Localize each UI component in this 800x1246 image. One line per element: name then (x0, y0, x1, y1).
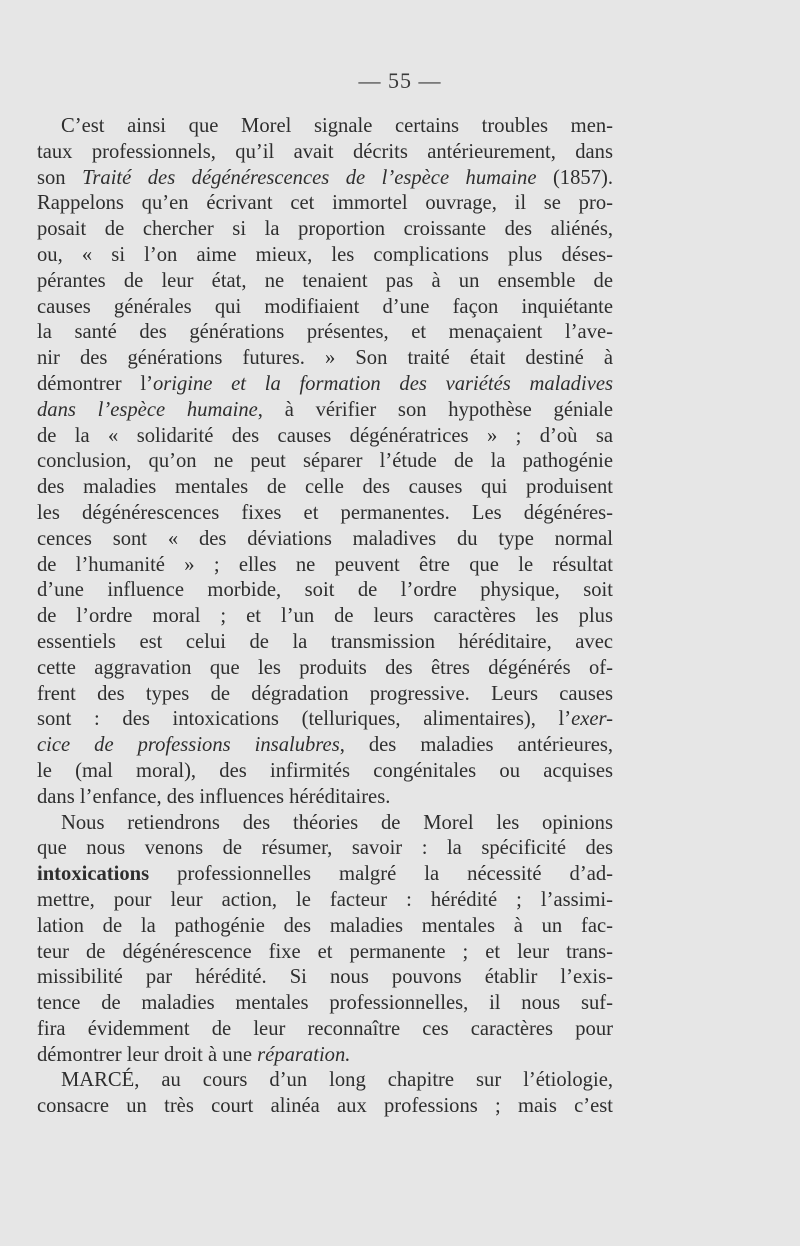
text-line (37, 424, 613, 450)
text-line (37, 346, 613, 372)
text-segment: tence de maladies mentales professionnelles, il nous suf- (37, 992, 613, 1015)
text-segment: (1857). (536, 166, 614, 189)
text-segment: nir des générations futures. » Son traité était destiné à (37, 347, 613, 370)
text-line (37, 656, 613, 682)
text-segment: , à vérifier son hypothèse géniale (257, 398, 614, 421)
text-line (37, 604, 613, 630)
text-line (37, 320, 613, 346)
text-segment: de l’ordre moral ; et l’un de leurs caractères les plus (37, 605, 613, 628)
text-segment: de l’humanité » ; elles ne peuvent être que le résultat (37, 553, 613, 576)
text-segment: démontrer l’ (37, 372, 153, 395)
text-line (37, 527, 613, 553)
italic-text: origine et la formation des variétés maladives (152, 372, 613, 395)
text-line (37, 836, 613, 862)
italic-text: exer- (571, 708, 613, 731)
text-segment: C’est ainsi que Morel signale certains troubles men- (61, 115, 613, 137)
text-segment: pérantes de leur état, ne tenaient pas à un ensemble de (37, 269, 613, 292)
text-line (37, 811, 613, 837)
text-segment: frent des types de dégradation progressive. Leurs causes (37, 682, 613, 705)
text-line (37, 501, 613, 527)
italic-text: Traité des dégénérescences de l’espèce humaine (82, 166, 537, 189)
text-segment: posait de chercher si la proportion croissante des aliénés, (37, 218, 613, 241)
text-segment: cences sont « des déviations maladives du type normal (37, 527, 613, 550)
text-line (37, 578, 613, 604)
text-segment: des maladies mentales de celle des causes qui produisent (37, 476, 613, 499)
text-line (37, 1068, 613, 1094)
text-segment: dans l’enfance, des influences héréditaires. (37, 785, 391, 808)
text-segment: son (37, 166, 83, 189)
text-line (37, 733, 613, 759)
text-segment: mettre, pour leur action, le facteur : hérédité ; l’assimi- (37, 888, 613, 911)
text-line (37, 398, 613, 424)
text-segment: conclusion, qu’on ne peut séparer l’étude de la pathogénie (37, 450, 613, 473)
text-segment: professionnelles malgré la nécessité d’ad- (149, 863, 613, 886)
bold-text: intoxications (37, 863, 150, 886)
text-line (37, 707, 613, 733)
text-line (37, 449, 613, 475)
text-line (37, 243, 613, 269)
text-line (37, 888, 613, 914)
text-segment: démontrer leur droit à une (37, 1043, 258, 1066)
text-segment: les dégénérescences fixes et permanentes. Les dégénéres- (37, 501, 613, 524)
text-line (37, 759, 613, 785)
text-line (37, 140, 613, 166)
text-segment: de la « solidarité des causes dégénératrices » ; d’où sa (37, 424, 613, 447)
text-line (37, 991, 613, 1017)
text-line (37, 682, 613, 708)
italic-text: cice de professions insalubres (37, 734, 340, 757)
text-segment: la santé des générations présentes, et menaçaient l’ave- (37, 321, 613, 344)
text-line (37, 1017, 613, 1043)
text-line (37, 1094, 613, 1120)
text-segment: lation de la pathogénie des maladies mentales à un fac- (37, 914, 613, 937)
text-line (37, 295, 613, 321)
italic-text: dans l’espèce humaine (37, 398, 258, 421)
text-segment: , des maladies antérieures, (339, 734, 614, 757)
text-line (37, 191, 613, 217)
text-segment: causes générales qui modifiaient d’une façon inquiétante (37, 295, 613, 318)
text-segment: Nous retiendrons des théories de Morel les opinions (61, 811, 613, 834)
text-line (37, 269, 613, 295)
text-segment: ou, « si l’on aime mieux, les complications plus déses- (37, 243, 613, 266)
italic-text: réparation. (257, 1043, 351, 1066)
text-segment: cette aggravation que les produits des êtres dégénérés of- (37, 656, 613, 679)
text-segment: Rappelons qu’en écrivant cet immortel ouvrage, il se pro- (37, 192, 613, 215)
text-line (37, 217, 613, 243)
text-line (37, 940, 613, 966)
text-segment: MARCÉ, au cours d’un long chapitre sur l’étiologie, (61, 1069, 613, 1092)
text-line (37, 166, 613, 192)
page-number: — 55 — (358, 68, 442, 93)
text-segment: sont : des intoxications (telluriques, alimentaires), l’ (37, 708, 572, 731)
text-line (37, 1043, 613, 1069)
text-line (37, 630, 613, 656)
text-line (37, 862, 613, 888)
text-segment: que nous venons de résumer, savoir : la spécificité des (37, 837, 613, 860)
text-segment: le (mal moral), des infirmités congénitales ou acquises (37, 759, 613, 782)
text-line (37, 372, 613, 398)
text-line (37, 553, 613, 579)
text-segment: consacre un très court alinéa aux professions ; mais c’est (37, 1095, 613, 1118)
text-line (37, 785, 613, 811)
text-segment: taux professionnels, qu’il avait décrits antérieurement, dans (37, 140, 613, 163)
text-segment: d’une influence morbide, soit de l’ordre physique, soit (37, 579, 613, 602)
text-segment: fira évidemment de leur reconnaître ces caractères pour (37, 1017, 613, 1040)
text-segment: teur de dégénérescence fixe et permanente ; et leur trans- (37, 940, 613, 963)
text-segment: missibilité par hérédité. Si nous pouvons établir l’exis- (37, 966, 613, 989)
body-text (37, 114, 613, 1120)
text-line (37, 965, 613, 991)
text-line (37, 114, 613, 140)
text-line (37, 914, 613, 940)
text-line (37, 475, 613, 501)
text-segment: essentiels est celui de la transmission héréditaire, avec (37, 630, 613, 653)
